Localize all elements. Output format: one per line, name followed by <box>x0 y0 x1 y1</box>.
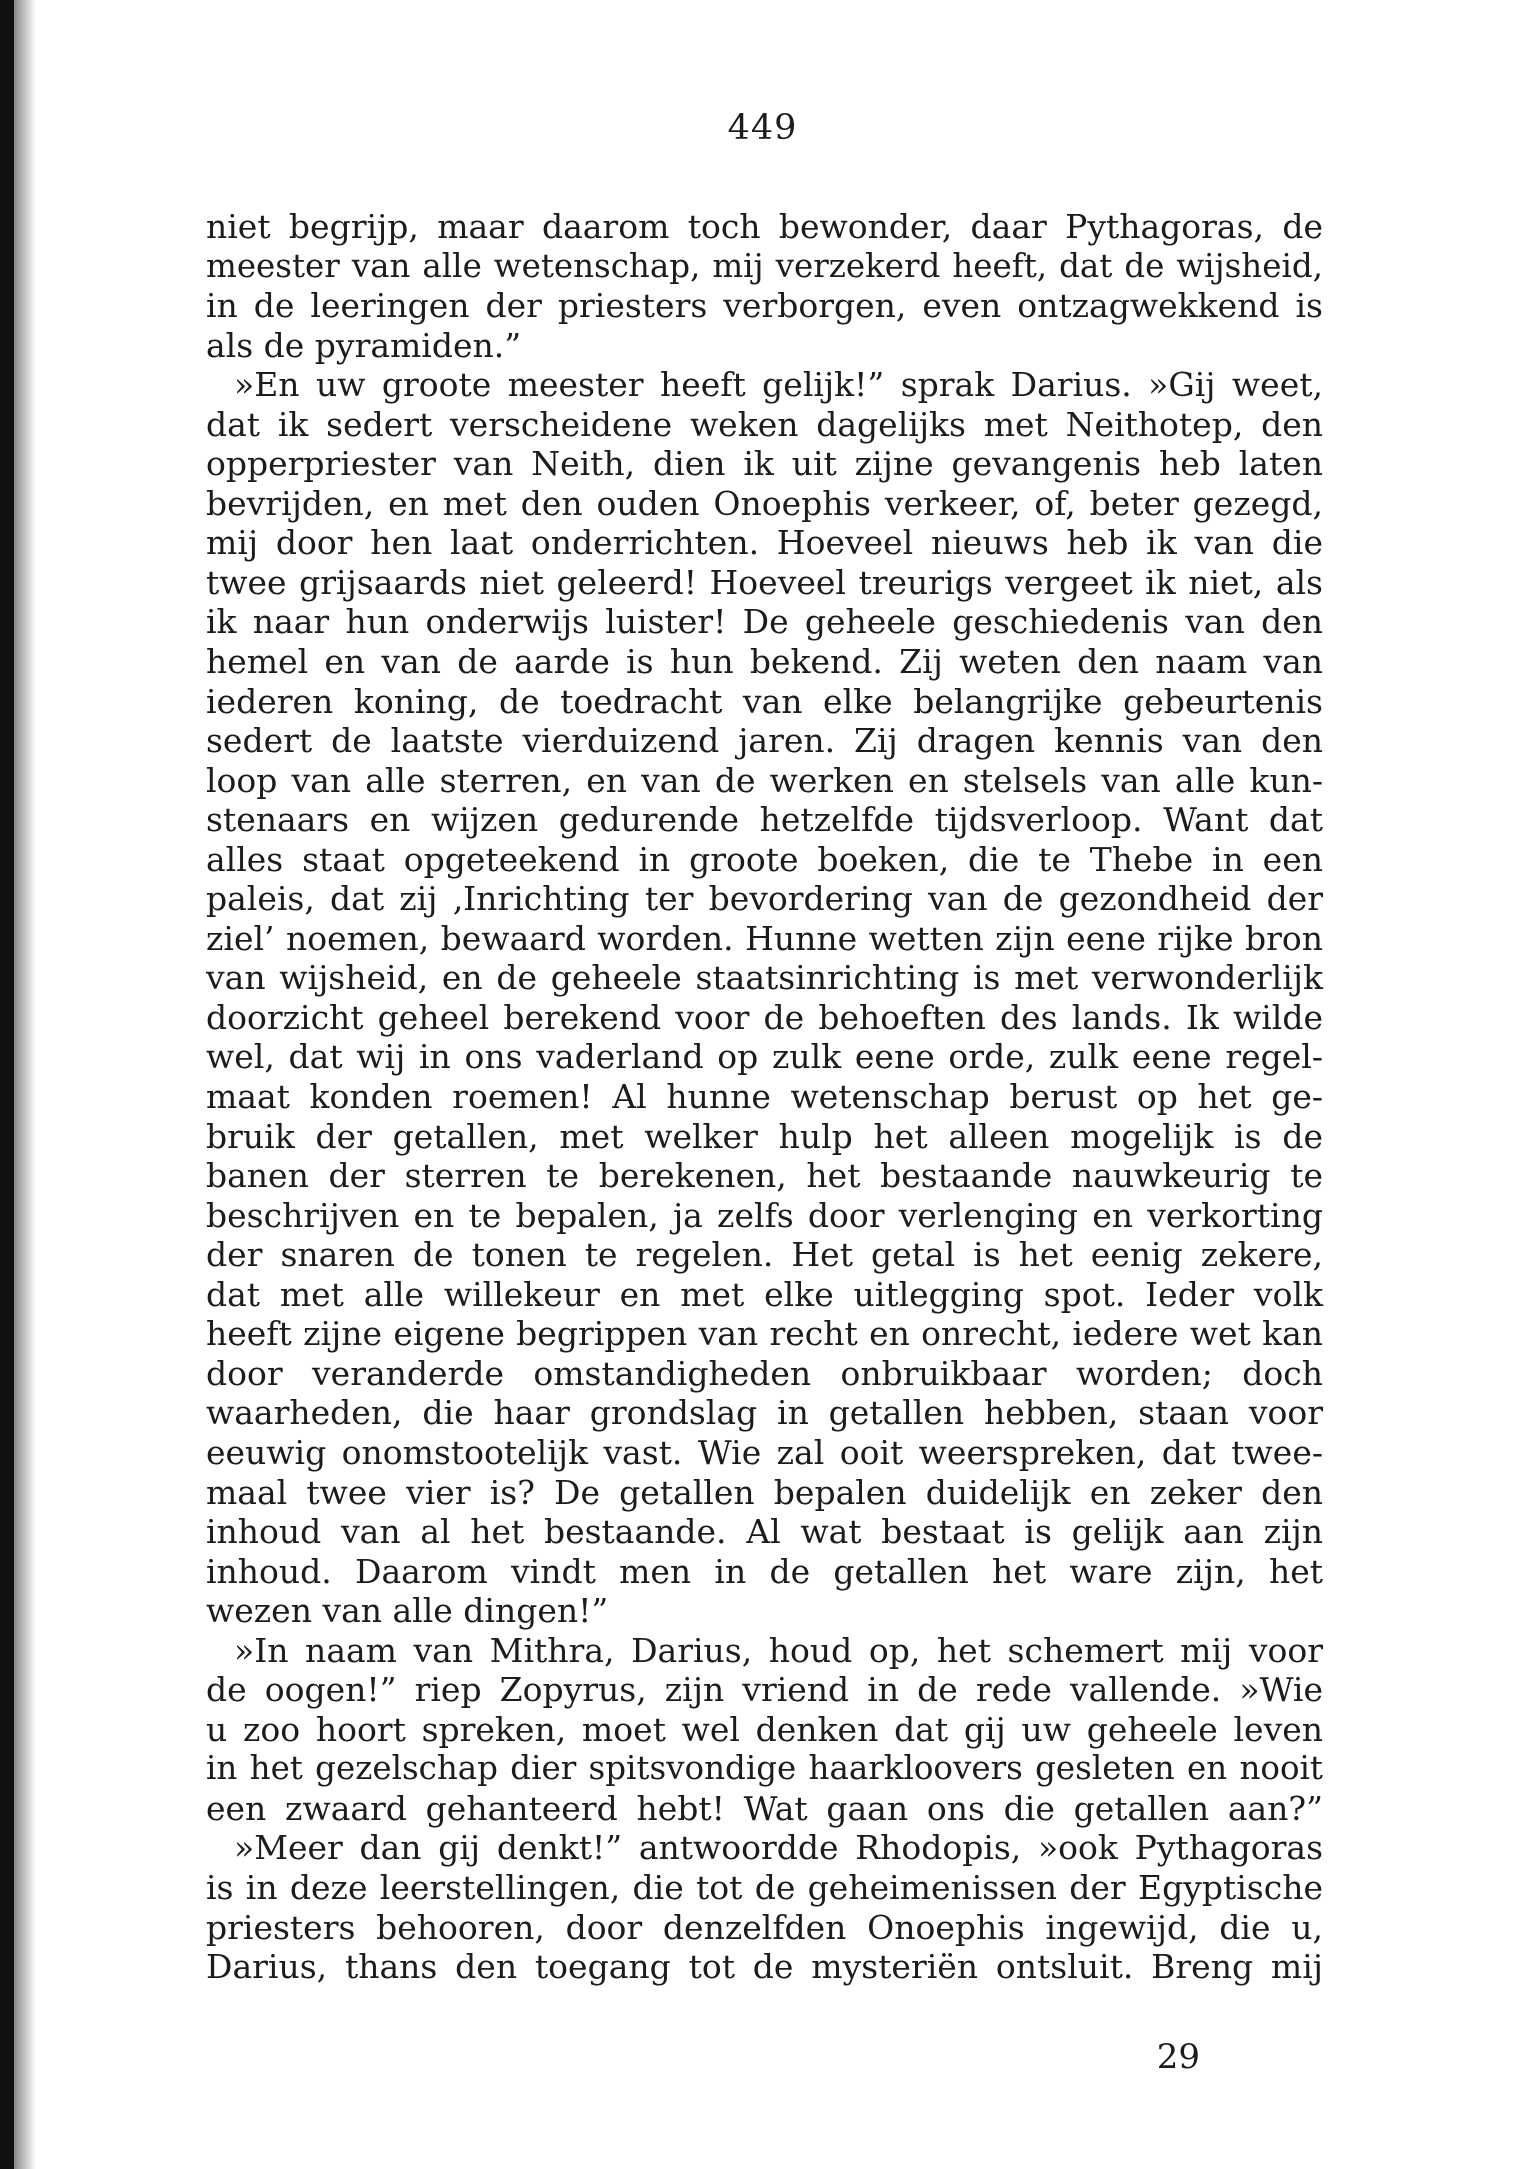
text-line: meester van alle wetenschap, mij verzekerd heeft, dat de wijsheid, <box>206 246 1323 285</box>
text-line: paleis, dat zij ‚Inrichting ter bevordering van de gezondheid der <box>206 879 1323 919</box>
text-line: twee grijsaards niet geleerd! Hoeveel treurigs vergeet ik niet, als <box>206 562 1323 602</box>
text-line: mij door hen laat onderrichten. Hoeveel nieuws heb ik van die <box>206 523 1323 563</box>
text-line: »In naam van Mithra, Darius, houd op, het schemert mij voor <box>234 1630 1323 1670</box>
text-line: »Meer dan gij denkt!” antwoordde Rhodopis, »ook Pythagoras <box>234 1828 1323 1868</box>
text-line: beschrijven en te bepalen, ja zelfs door verlenging en verkorting <box>206 1195 1323 1235</box>
text-line: maat konden roemen! Al hunne wetenschap berust op het ge- <box>206 1077 1323 1117</box>
page-number: 449 <box>727 108 798 148</box>
text-line: door veranderde omstandigheden onbruikbaar worden; doch <box>206 1353 1323 1393</box>
body-text <box>206 207 1323 1987</box>
text-line: heeft zijne eigene begrippen van recht en onrecht, iedere wet kan <box>206 1314 1323 1354</box>
book-spine-shadow <box>0 0 14 2169</box>
text-line: een zwaard gehanteerd hebt! Wat gaan ons die getallen aan?” <box>206 1788 1323 1828</box>
text-line: ziel’ noemen, bewaard worden. Hunne wetten zijn eene rijke bron <box>206 918 1323 958</box>
text-line: inhoud van al het bestaande. Al wat bestaat is gelijk aan zijn <box>206 1512 1323 1552</box>
text-line: »En uw groote meester heeft gelijk!” sprak Darius. »Gij weet, <box>234 365 1323 405</box>
text-line: dat met alle willekeur en met elke uitlegging spot. Ieder volk <box>206 1274 1323 1314</box>
text-line: Darius, thans den toegang tot de mysteriën ontsluit. Breng mij <box>206 1947 1323 1987</box>
signature-mark: 29 <box>1156 2037 1200 2077</box>
text-line: eeuwig onomstootelijk vast. Wie zal ooit weerspreken, dat twee- <box>206 1432 1323 1472</box>
text-line: dat ik sedert verscheidene weken dagelijks met Neithotep, den <box>206 404 1323 444</box>
text-line: stenaars en wijzen gedurende hetzelfde tijdsverloop. Want dat <box>206 800 1323 840</box>
text-line: priesters behooren, door denzelfden Onoephis ingewijd, die u, <box>206 1907 1323 1947</box>
text-line: opperpriester van Neith, dien ik uit zijne gevangenis heb laten <box>206 444 1323 484</box>
text-line: ik naar hun onderwijs luister! De geheele geschiedenis van den <box>206 602 1323 642</box>
text-line: de oogen!” riep Zopyrus, zijn vriend in de rede vallende. »Wie <box>206 1670 1323 1710</box>
text-line: als de pyramiden.” <box>206 325 522 365</box>
text-line: bruik der getallen, met welker hulp het alleen mogelijk is de <box>206 1116 1323 1156</box>
text-line: banen der sterren te berekenen, het bestaande nauwkeurig te <box>206 1156 1323 1196</box>
text-line: iederen koning, de toedracht van elke belangrijke gebeurtenis <box>206 681 1323 721</box>
text-line: is in deze leerstellingen, die tot de geheimenissen der Egyptische <box>206 1867 1323 1907</box>
text-line: in de leeringen der priesters verborgen, even ontzagwekkend is <box>206 286 1323 326</box>
text-line: alles staat opgeteekend in groote boeken, die te Thebe in een <box>206 839 1323 879</box>
text-line: in het gezelschap dier spitsvondige haarkloovers gesleten en nooit <box>206 1749 1323 1788</box>
gutter-shadow <box>14 0 36 2169</box>
text-line: inhoud. Daarom vindt men in de getallen het ware zijn, het <box>206 1551 1323 1591</box>
text-line: sedert de laatste vierduizend jaren. Zij dragen kennis van den <box>206 721 1323 761</box>
text-line: hemel en van de aarde is hun bekend. Zij weten den naam van <box>206 642 1323 682</box>
text-line: bevrijden, en met den ouden Onoephis verkeer, of, beter gezegd, <box>206 483 1323 523</box>
text-line: loop van alle sterren, en van de werken en stelsels van alle kun- <box>206 760 1323 800</box>
text-line: niet begrijp, maar daarom toch bewonder, daar Pythagoras, de <box>206 207 1323 246</box>
text-line: u zoo hoort spreken, moet wel denken dat gij uw geheele leven <box>206 1709 1323 1749</box>
text-line: waarheden, die haar grondslag in getallen hebben, staan voor <box>206 1393 1323 1433</box>
text-line: doorzicht geheel berekend voor de behoeften des lands. Ik wilde <box>206 997 1323 1037</box>
text-line: van wijsheid, en de geheele staatsinrichting is met verwonderlijk <box>206 958 1323 998</box>
text-line: wel, dat wij in ons vaderland op zulk eene orde, zulk eene regel- <box>206 1037 1323 1077</box>
text-line: maal twee vier is? De getallen bepalen duidelijk en zeker den <box>206 1472 1323 1512</box>
text-line: der snaren de tonen te regelen. Het getal is het eenig zekere, <box>206 1235 1323 1275</box>
text-line: wezen van alle dingen!” <box>206 1591 609 1631</box>
